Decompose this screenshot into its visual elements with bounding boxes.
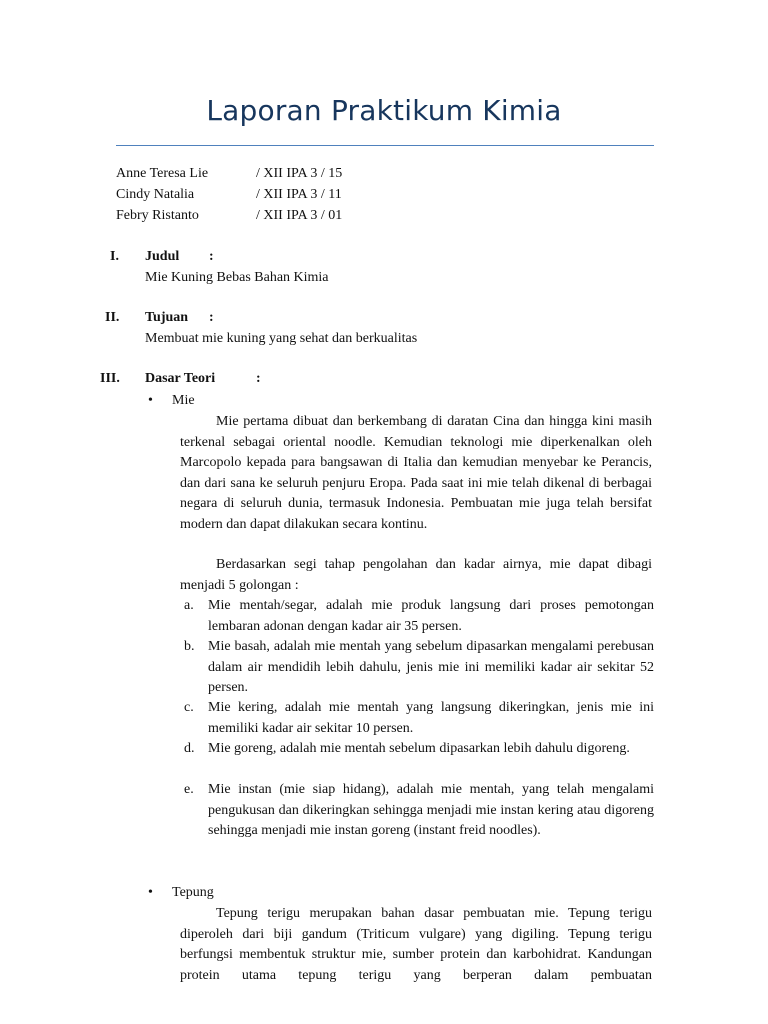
section-number: II.	[105, 310, 120, 325]
list-text: Mie basah, adalah mie mentah yang sebelum dipasarkan mengalami perebusan dalam air mendidih lebih dahulu, jenis mie ini memiliki kadar air sekitar 52 persen.	[208, 639, 654, 695]
author-name: Cindy Natalia	[116, 187, 195, 202]
section-number: III.	[100, 371, 120, 386]
paragraph-text: Mie pertama dibuat dan berkembang di daratan Cina dan hingga kini masih terkenal sebagai oriental noodle. Kemudian teknologi mie diperkenalkan oleh Marcopolo kepada para bangsawan di Italia dan kemudian menyebar ke Perancis, dan dari sana ke seluruh penjuru Eropa. Pada saat ini mie telah dikenal di berbagai negara di seluruh dunia, termasuk Indonesia. Pembuatan mie juga telah bersifat modern dan dapat dilakukan secara kontinu.	[180, 414, 652, 532]
section-colon: :	[209, 249, 214, 264]
list-marker: e.	[184, 782, 194, 797]
section-heading-dasar-teori: Dasar Teori	[145, 371, 216, 386]
list-text: Mie mentah/segar, adalah mie produk langsung dari proses pemotongan lembaran adonan dengan kadar air 35 persen.	[208, 598, 654, 634]
bullet-icon: •	[148, 393, 153, 408]
section-heading-tujuan: Tujuan	[145, 310, 189, 325]
list-item	[184, 698, 654, 739]
list-text: Mie instan (mie siap hidang), adalah mie mentah, yang telah mengalami pengukusan dan dikeringkan sehingga menjadi mie instan kering atau digoreng sehingga menjadi mie instan goreng (instant freid noodles).	[208, 782, 654, 838]
paragraph-text: Berdasarkan segi tahap pengolahan dan kadar airnya, mie dapat dibagi menjadi 5 golongan :	[180, 557, 652, 593]
section-heading-judul: Judul	[145, 249, 180, 264]
author-class: / XII IPA 3 / 15	[256, 166, 343, 181]
document-title: Laporan Praktikum Kimia	[206, 94, 562, 127]
list-text: Mie kering, adalah mie mentah yang langsung dikeringkan, jenis mie ini memiliki kadar air sekitar 10 persen.	[208, 700, 654, 736]
list-marker: d.	[184, 741, 195, 756]
list-marker: a.	[184, 598, 194, 613]
list-marker: c.	[184, 700, 194, 715]
paragraph-mie-1	[180, 412, 652, 535]
author-class: / XII IPA 3 / 11	[256, 187, 342, 202]
paragraph-text: Tepung terigu merupakan bahan dasar pembuatan mie. Tepung terigu diperoleh dari biji gandum (Triticum vulgare) yang digiling. Tepung terigu berfungsi membentuk struktur mie, sumber protein dan karbohidrat. Kandungan protein utama tepung terigu yang berperan dalam pembuatan	[180, 906, 652, 983]
list-marker: b.	[184, 639, 195, 654]
bullet-icon: •	[148, 885, 153, 900]
paragraph-mie-2	[180, 555, 652, 596]
list-item	[184, 739, 654, 760]
title-underline	[116, 145, 654, 146]
paragraph-tepung-1	[180, 904, 652, 986]
section-number: I.	[110, 249, 119, 264]
author-name: Febry Ristanto	[116, 208, 199, 223]
section-content-tujuan: Membuat mie kuning yang sehat dan berkualitas	[145, 331, 418, 346]
section-colon: :	[256, 371, 261, 386]
list-text: Mie goreng, adalah mie mentah sebelum dipasarkan lebih dahulu digoreng.	[208, 741, 630, 756]
list-item	[184, 780, 654, 842]
section-colon: :	[209, 310, 214, 325]
author-class: / XII IPA 3 / 01	[256, 208, 343, 223]
author-name: Anne Teresa Lie	[116, 166, 209, 181]
list-item	[184, 637, 654, 699]
list-item	[184, 596, 654, 637]
subsection-label-tepung: Tepung	[172, 885, 214, 900]
subsection-label-mie: Mie	[172, 393, 195, 408]
section-content-judul: Mie Kuning Bebas Bahan Kimia	[145, 270, 329, 285]
